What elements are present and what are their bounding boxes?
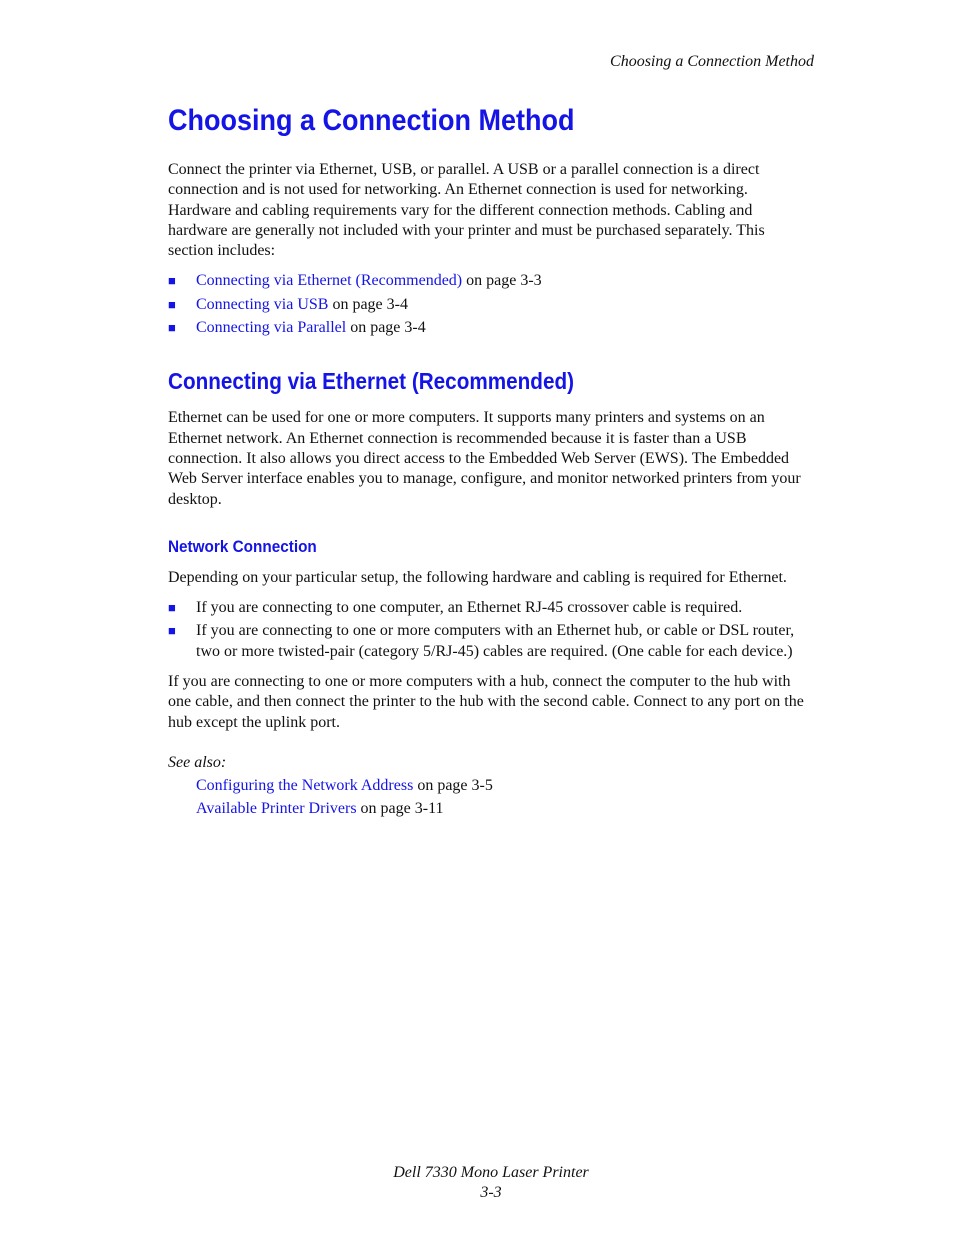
list-item [196,799,813,819]
subsection-heading-network-connection: Network Connection [168,536,317,556]
cabling-requirements-list [168,598,813,662]
see-also-label: See also: [168,753,227,771]
page-reference: on page 3-5 [413,776,493,794]
list-item [168,271,813,291]
list-item [196,776,813,796]
section-heading-ethernet: Connecting via Ethernet (Recommended) [168,368,575,395]
list-item [168,621,813,662]
page-reference: on page 3-11 [356,799,444,817]
link-parallel[interactable]: Connecting via Parallel [196,319,347,337]
see-also-list [168,776,813,819]
page-content [168,100,813,822]
page-reference: on page 3-4 [328,295,408,313]
running-header: Choosing a Connection Method [610,53,814,70]
hub-paragraph: If you are connecting to one or more computers with a hub, connect the computer to the hub with one cable, and then connect the printer to the hub with the second cable. Connect to any port on the hub except the uplink port. [168,673,804,731]
square-bullet-icon: ■ [168,320,176,336]
list-item [168,598,813,618]
page-footer [0,1163,954,1203]
page-title: Choosing a Connection Method [168,104,575,137]
footer-page-number: 3-3 [480,1184,502,1201]
square-bullet-icon: ■ [168,623,176,639]
link-configuring-network-address[interactable]: Configuring the Network Address [196,776,414,794]
link-ethernet[interactable]: Connecting via Ethernet (Recommended) [196,272,463,290]
network-intro-paragraph: Depending on your particular setup, the following hardware and cabling is required for Ethernet. [168,568,787,586]
requirement-text: If you are connecting to one computer, an Ethernet RJ-45 crossover cable is required. [196,599,743,617]
list-item [168,318,813,338]
list-item [168,295,813,315]
link-usb[interactable]: Connecting via USB [196,295,329,313]
square-bullet-icon: ■ [168,600,176,616]
footer-product-name: Dell 7330 Mono Laser Printer [393,1164,589,1181]
ethernet-paragraph: Ethernet can be used for one or more computers. It supports many printers and systems on an Ethernet network. An Ethernet connection is recommended because it is faster than a USB connection. It also allows you direct access to the Embedded Web Server (EWS). The Embedded Web Server interface enables you to manage, configure, and monitor networked printers from your desktop. [168,409,801,508]
link-available-printer-drivers[interactable]: Available Printer Drivers [196,799,357,817]
requirement-text: If you are connecting to one or more computers with an Ethernet hub, or cable or DSL router, two or more twisted-pair (category 5/RJ-45) cables are required. (One cable for each device.) [196,622,795,660]
square-bullet-icon: ■ [168,296,176,312]
square-bullet-icon: ■ [168,273,176,289]
page-reference: on page 3-3 [462,272,542,290]
page-reference: on page 3-4 [346,319,426,337]
section-links-list [168,271,813,338]
intro-paragraph: Connect the printer via Ethernet, USB, or parallel. A USB or a parallel connection is a direct connection and is not used for networking. An Ethernet connection is used for networking. Hardware and cabling requirements vary for the different connection methods. Cabling and hardware are generally not included with your printer and must be purchased separately. This section includes: [168,161,765,260]
